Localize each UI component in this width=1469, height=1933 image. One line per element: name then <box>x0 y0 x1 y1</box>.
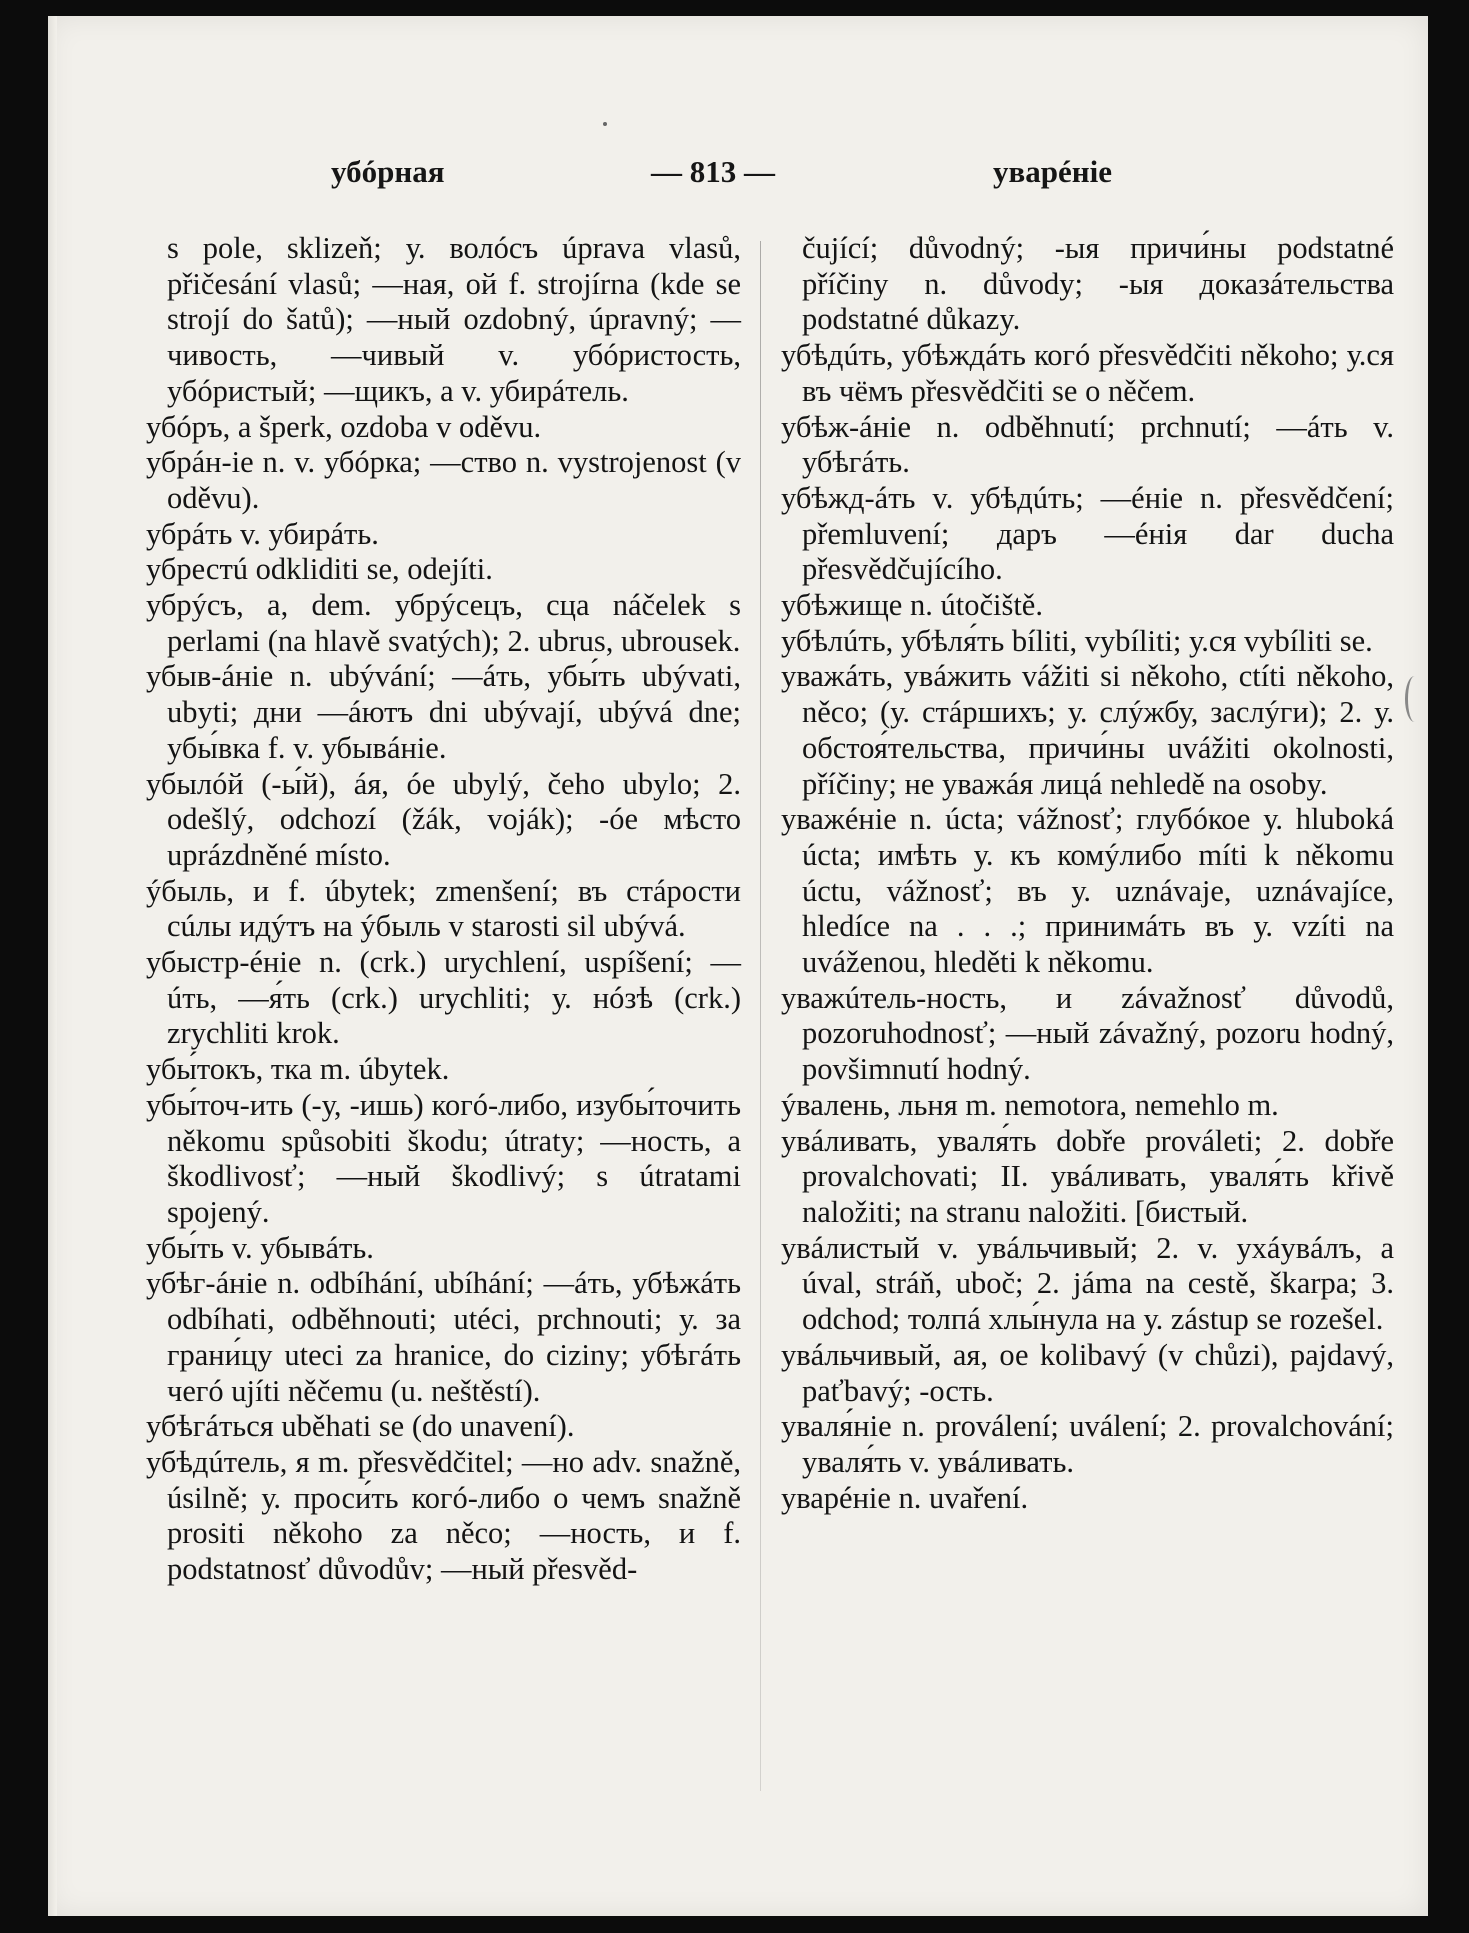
dictionary-entry: убѣжище n. útočiště. <box>781 588 1043 623</box>
dictionary-entry: убѣгáться uběhati se (do unavení). <box>146 1409 575 1444</box>
dictionary-entry: убы́точ-ить (-у, -ишь) когó-либо, изубы́точить někomu spůsobiti škodu; útraty; —ность, а škodlivosť; —ный škodlivý; s útratami spojený. <box>146 1087 741 1229</box>
page-spine <box>48 16 57 1916</box>
dictionary-entry: ýвалень, льня m. nemotora, nemehlo m. <box>781 1087 1279 1122</box>
dictionary-entry: убылóй (-ы́й), áя, óе ubylý, čeho ubylo; 2. odešlý, odchozí (žák, voják); -óе мѣсто uprázdněné místo. <box>146 766 741 872</box>
dictionary-entry: убѣг-áніе n. odbíhání, ubíhání; —áть, убѣжáть odbíhati, odběhnouti; utéci, prchnouti; у. за грани́цу uteci za hranice, do ciziny; убѣгáть чегó ujíti něčemu (u. neštěstí). <box>146 1266 741 1408</box>
dictionary-entry: увáливать, уваля́ть dobře prováleti; 2. dobře provalchovati; II. увáливать, уваля́ть křivě naložiti; na stranu naložiti. [бистый. <box>781 1123 1394 1229</box>
dictionary-entry: убѣж-áніе n. odběhnutí; prchnutí; —áть v. убѣгáть. <box>781 409 1394 480</box>
header-right-guide-word: уварéніе <box>993 154 1112 189</box>
dictionary-entry: убрáть v. убирáть. <box>146 516 379 551</box>
page-edge-mark <box>1405 676 1424 722</box>
dictionary-entry: убѣжд-áть v. убѣдúть; —éніе n. přesvědčení; přemluvení; даръ —éнія dar ducha přesvědčujícího. <box>781 480 1394 587</box>
dictionary-entry: убы́ть v. убывáть. <box>146 1230 374 1265</box>
dictionary-entry: убѣдúтель, я m. přesvědčitel; —но adv. snažně, úsilně; у. проси́ть когó-либо о чемъ snažně prositi někoho za něco; —ность, и f. podstatnosť důvodův; —ный přesvěd- <box>146 1444 741 1587</box>
dictionary-entry: уважúтель-ность, и závažnosť důvodů, pozoruhodnosť; —ный závažný, pozoru hodný, povšimnutí hodný. <box>781 980 1394 1087</box>
left-column <box>146 231 741 1588</box>
page-number: — 813 — <box>651 154 775 189</box>
dictionary-entry: уважáть, увáжить vážiti si někoho, ctíti někoho, něco; (у. стáршихъ; у. слýжбу, заслýги); 2. у. обстоя́тельства, причи́ны uvážiti okolnosti, příčiny; не уважáя лицá nehledě na osoby. <box>781 659 1394 801</box>
dictionary-entry: čující; důvodný; -ыя причи́ны podstatné příčiny n. důvody; -ыя доказáтельства podstatné důkazy. <box>802 231 1394 337</box>
dictionary-entry: убы́токъ, тка m. úbytek. <box>146 1052 450 1087</box>
dictionary-entry: ýбыль, и f. úbytek; zmenšení; въ стáрости сúлы идýтъ на ýбыль v starosti sil ubývá. <box>146 873 741 944</box>
dictionary-entry: убыстр-éніе n. (crk.) urychlení, uspíšení; —úть, —я́ть (crk.) urychliti; у. нóзѣ (crk.) zrychliti krok. <box>146 945 741 1051</box>
page-header <box>48 154 1428 194</box>
header-left-guide-word: убóрная <box>331 154 445 189</box>
dictionary-entry: уваля́ніе n. proválení; uválení; 2. provalchování; уваля́ть v. увáливать. <box>781 1409 1394 1479</box>
dictionary-entry: убрýсъ, а, dem. убрýсецъ, сца náčelek s perlami (na hlavě svatých); 2. ubrus, ubrousek. <box>146 588 741 658</box>
dictionary-entry: убѣлúть, убѣля́ть bíliti, vybíliti; у.ся vybíliti se. <box>781 623 1373 658</box>
dictionary-entry: убрáн-іе n. v. убóрка; —ство n. vystrojenost (v oděvu). <box>146 445 741 515</box>
dictionary-entry: уважéніе n. úcta; vážnosť; глубóкое у. hluboká úcta; имѣть у. къ комýлибо míti k někomu úctu, vážnosť; въ у. uznávaje, uznávajíce, hledíce na . . .; принимáть въ у. vzíti na uváženou, hleděti k někomu. <box>781 802 1394 980</box>
right-column <box>781 231 1394 1516</box>
dictionary-entry: уварéніе n. uvaření. <box>781 1480 1029 1515</box>
dictionary-entry: увáлистый v. увáльчивый; 2. v. ухáувáлъ, а úval, stráň, uboč; 2. jáma na cestě, škarpa; 3. odchod; толпá хлы́нула на у. zástup se rozešel. <box>781 1230 1394 1337</box>
dictionary-entry: убóръ, а šperk, ozdoba v oděvu. <box>146 409 542 444</box>
dictionary-entry: убыв-áніе n. ubývání; —áть, убы́ть ubývati, ubyti; дни —áютъ dni ubývají, ubývá dne; убы́вка f. v. убывáніе. <box>146 659 741 765</box>
dictionary-page <box>48 16 1428 1916</box>
speck <box>603 122 607 126</box>
dictionary-entry: убѣдúть, убѣждáть когó přesvědčiti někoho; у.ся въ чёмъ přesvědčiti se o něčem. <box>781 338 1394 408</box>
dictionary-entry: убрестú odkliditi se, odejíti. <box>146 552 493 587</box>
column-divider <box>760 241 761 1791</box>
dictionary-entry: s pole, sklizeň; у. волóсъ úprava vlasů, přičesání vlasů; —ная, ой f. strojírna (kde se strojí do šatů); —ный ozdobný, úpravný; —чивость, —чивый v. убóристость, убóристый; —щикъ, а v. убирáтель. <box>167 231 741 408</box>
dictionary-entry: увáльчивый, ая, ое kolibavý (v chůzi), pajdavý, paťbavý; -ость. <box>781 1337 1394 1408</box>
